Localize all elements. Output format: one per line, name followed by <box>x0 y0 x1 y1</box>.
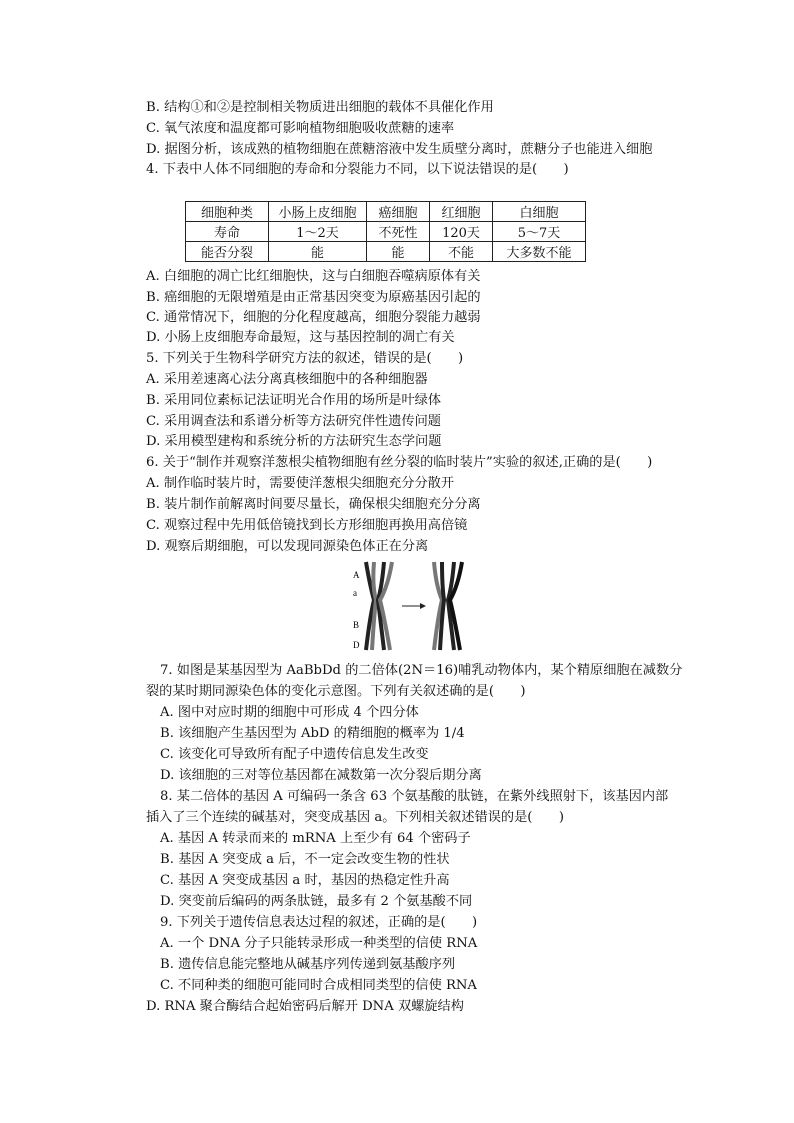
q3-option-c: C. 氧气浓度和温度都可影响植物细胞吸收蔗糖的速率 <box>146 121 455 136</box>
table-header-cell: 白细胞 <box>493 202 586 222</box>
table-cell: 大多数不能 <box>493 242 586 262</box>
q8-option-d: D. 突变前后编码的两条肽链，最多有 2 个氨基酸不同 <box>160 894 473 909</box>
arrow-icon <box>402 603 426 609</box>
table-header-cell: 红细胞 <box>430 202 493 222</box>
q9-option-a: A. 一个 DNA 分子只能转录形成一种类型的信使 RNA <box>160 936 478 951</box>
q9-option-b: B. 遗传信息能完整地从碱基序列传递到氨基酸序列 <box>160 957 456 972</box>
q3-option-d: D. 据图分析，该成熟的植物细胞在蔗糖溶液中发生质壁分离时，蔗糖分子也能进入细胞 <box>146 142 653 157</box>
table-cell: 1～2天 <box>269 222 367 242</box>
q8-option-c: C. 基因 A 突变成基因 a 时，基因的热稳定性升高 <box>160 873 450 888</box>
table-cell: 不能 <box>430 242 493 262</box>
chromosome-pair-before <box>366 562 392 650</box>
q4-option-a: A. 白细胞的凋亡比红细胞快，这与白细胞吞噬病原体有关 <box>146 269 481 284</box>
q7-stem-line2: 裂的某时期同源染色体的变化示意图。下列有关叙述确的是( ) <box>146 684 526 699</box>
q4-option-c: C. 通常情况下，细胞的分化程度越高，细胞分裂能力越弱 <box>146 310 481 325</box>
q9-option-d: D. RNA 聚合酶结合起始密码后解开 DNA 双螺旋结构 <box>146 999 464 1014</box>
table-header-cell: 细胞种类 <box>186 202 269 222</box>
table-row <box>186 222 586 242</box>
q9-option-c: C. 不同种类的细胞可能同时合成相同类型的信使 RNA <box>160 978 477 993</box>
chromosome-pair-after <box>434 562 462 650</box>
table-row <box>186 242 586 262</box>
q9-stem: 9. 下列关于遗传信息表达过程的叙述，正确的是( ) <box>160 915 478 930</box>
cell-lifespan-table <box>185 201 586 262</box>
q7-option-d: D. 该细胞的三对等位基因都在减数第一次分裂后期分离 <box>160 768 482 783</box>
figure-label: B <box>353 620 360 630</box>
table-header-row <box>186 202 586 222</box>
q4-option-b: B. 癌细胞的无限增殖是由正常基因突变为原癌基因引起的 <box>146 290 481 305</box>
table-cell: 不死性 <box>367 222 430 242</box>
table-cell: 能否分裂 <box>186 242 269 262</box>
q5-option-d: D. 采用模型建构和系统分析的方法研究生态学问题 <box>146 434 442 449</box>
q8-option-b: B. 基因 A 突变成 a 后，不一定会改变生物的性状 <box>160 852 450 867</box>
chromosome-crossover-figure <box>350 556 480 656</box>
q8-stem-line2: 插入了三个连续的碱基对，突变成基因 a。下列相关叙述错误的是( ) <box>146 810 564 825</box>
figure-label: a <box>353 588 357 598</box>
q7-option-c: C. 该变化可导致所有配子中遗传信息发生改变 <box>160 747 429 762</box>
q6-option-a: A. 制作临时装片时，需要使洋葱根尖细胞充分分散开 <box>146 476 455 491</box>
q6-option-d: D. 观察后期细胞，可以发现同源染色体正在分离 <box>146 539 429 554</box>
q4-option-d: D. 小肠上皮细胞寿命最短，这与基因控制的凋亡有关 <box>146 330 455 345</box>
q6-stem: 6. 关于“制作并观察洋葱根尖植物细胞有丝分裂的临时装片”实验的叙述,正确的是( ) <box>146 455 653 470</box>
table-cell: 120天 <box>430 222 493 242</box>
q8-stem-line1: 8. 某二倍体的基因 A 可编码一条含 63 个氨基酸的肽链，在紫外线照射下，该基因内部 <box>160 789 669 804</box>
table-cell: 5～7天 <box>493 222 586 242</box>
q6-option-b: B. 装片制作前解离时间要尽量长，确保根尖细胞充分分离 <box>146 497 481 512</box>
q7-option-a: A. 图中对应时期的细胞中可形成 4 个四分体 <box>160 705 419 720</box>
q5-option-c: C. 采用调查法和系谱分析等方法研究伴性遗传问题 <box>146 414 441 429</box>
table-header-cell: 小肠上皮细胞 <box>269 202 367 222</box>
q4-stem: 4. 下表中人体不同细胞的寿命和分裂能力不同，以下说法错误的是( ) <box>146 162 569 177</box>
table-cell: 能 <box>269 242 367 262</box>
q5-option-a: A. 采用差速离心法分离真核细胞中的各种细胞器 <box>146 372 428 387</box>
q6-option-c: C. 观察过程中先用低倍镜找到长方形细胞再换用高倍镜 <box>146 518 468 533</box>
table-header-cell: 癌细胞 <box>367 202 430 222</box>
table-cell: 能 <box>367 242 430 262</box>
q5-option-b: B. 采用同位素标记法证明光合作用的场所是叶绿体 <box>146 393 442 408</box>
q7-option-b: B. 该细胞产生基因型为 AbD 的精细胞的概率为 1/4 <box>160 726 465 741</box>
table-cell: 寿命 <box>186 222 269 242</box>
q7-stem-line1: 7. 如图是某基因型为 AaBbDd 的二倍体(2N＝16)哺乳动物体内，某个精原细胞在减数分 <box>160 663 683 678</box>
q8-option-a: A. 基因 A 转录而来的 mRNA 上至少有 64 个密码子 <box>160 831 471 846</box>
figure-label: A <box>353 570 360 580</box>
q3-option-b: B. 结构①和②是控制相关物质进出细胞的载体不具催化作用 <box>146 100 494 115</box>
figure-label: D <box>353 640 360 650</box>
q5-stem: 5. 下列关于生物科学研究方法的叙述，错误的是( ) <box>146 351 464 366</box>
